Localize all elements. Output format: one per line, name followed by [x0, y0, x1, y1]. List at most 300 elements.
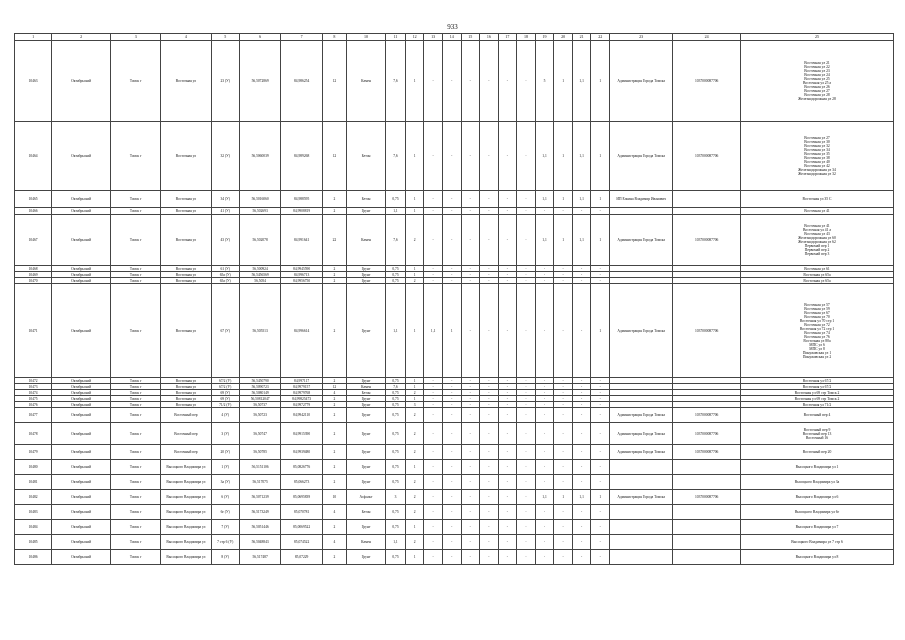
table-cell: 0,75 [386, 396, 406, 402]
table-cell: Грунт [346, 475, 385, 490]
table-cell: 1 [554, 122, 573, 191]
table-cell [673, 550, 741, 565]
table-cell: 2 [405, 445, 424, 460]
table-cell: - [480, 475, 499, 490]
table-cell: 1 [405, 41, 424, 122]
table-cell: Октябрьский [52, 122, 111, 191]
table-cell: - [498, 284, 517, 378]
table-cell: - [554, 423, 573, 445]
table-cell: - [572, 384, 591, 390]
table-cell: - [442, 278, 461, 284]
table-cell: - [461, 272, 480, 278]
table-cell: Октябрьский [52, 266, 111, 272]
table-cell: 2 [322, 445, 346, 460]
table-cell: 2 [322, 396, 346, 402]
table-cell: Грунт [346, 445, 385, 460]
table-cell: - [461, 490, 480, 505]
table-cell: 3 [405, 402, 424, 408]
table-cell: - [591, 378, 610, 384]
table-cell: 6 (У) [211, 490, 239, 505]
table-cell: 84,9915390 [281, 423, 322, 445]
table-cell: - [554, 378, 573, 384]
table-cell: - [572, 520, 591, 535]
address-line: Восточная ул 41 [804, 224, 830, 228]
table-cell: Октябрьский [52, 423, 111, 445]
table-cell: 10476 [15, 402, 52, 408]
table-cell: 2 [322, 402, 346, 408]
table-cell: - [424, 272, 443, 278]
table-cell: 56,5060039 [239, 122, 280, 191]
table-cell: Грунт [346, 396, 385, 402]
table-cell: - [480, 390, 499, 396]
table-cell: Октябрьский [52, 505, 111, 520]
address-line: Высоцкого Владимира ул 7 стр 6 [791, 540, 843, 544]
table-cell: - [424, 384, 443, 390]
table-cell: - [498, 122, 517, 191]
table-cell: 56,50747 [239, 423, 280, 445]
table-cell: 1 [591, 191, 610, 208]
column-header: 24 [673, 34, 741, 41]
table-cell: - [461, 475, 480, 490]
table-cell: - [461, 384, 480, 390]
table-cell: - [498, 460, 517, 475]
address-line: Восточная ул 27 [804, 136, 830, 140]
table-cell: Восточная ул [161, 402, 211, 408]
table-cell: - [498, 445, 517, 460]
table-cell: Томск г [111, 475, 161, 490]
table-cell: - [572, 278, 591, 284]
table-cell: - [424, 266, 443, 272]
table-cell: - [591, 423, 610, 445]
table-cell: 3а (У) [211, 475, 239, 490]
table-cell [741, 505, 894, 520]
table-cell: Октябрьский [52, 460, 111, 475]
table-row [15, 284, 894, 378]
table-cell: - [517, 215, 536, 266]
table-cell: - [424, 122, 443, 191]
table-cell: 84,997117 [281, 378, 322, 384]
table-cell: - [572, 505, 591, 520]
table-cell: 84,9908819 [281, 208, 322, 215]
table-cell: Октябрьский [52, 272, 111, 278]
address-line: Высоцкого Владимира ул 6г [794, 510, 840, 514]
column-header: 22 [591, 34, 610, 41]
table-cell: 7,6 [386, 215, 406, 266]
table-cell: 56,517487 [239, 550, 280, 565]
column-header: 23 [610, 34, 673, 41]
address-line: Пинужовская ул 1 [802, 350, 832, 355]
table-cell: - [480, 445, 499, 460]
table-cell: - [424, 41, 443, 122]
table-cell: 10482 [15, 490, 52, 505]
table-cell: 56,5051446 [239, 520, 280, 535]
table-cell: - [591, 266, 610, 272]
table-cell: 2 [322, 550, 346, 565]
table-cell: - [461, 122, 480, 191]
table-cell: - [442, 505, 461, 520]
table-cell: - [442, 208, 461, 215]
table-cell: - [461, 520, 480, 535]
table-cell: 85,07229 [281, 550, 322, 565]
table-cell: - [498, 520, 517, 535]
table-cell [741, 520, 894, 535]
table-cell: - [554, 408, 573, 423]
address-line: Высоцкого Владимира ул 7 [795, 525, 839, 529]
table-cell: - [461, 423, 480, 445]
table-cell: - [517, 278, 536, 284]
table-cell [610, 520, 673, 535]
table-cell: 0,75 [386, 390, 406, 396]
table-cell: 10472 [15, 378, 52, 384]
table-cell [610, 505, 673, 520]
table-cell: Октябрьский [52, 215, 111, 266]
table-cell: 2 [405, 490, 424, 505]
table-cell: Восточная ул [161, 191, 211, 208]
table-cell: 1037000087706 [673, 408, 741, 423]
table-cell: - [517, 535, 536, 550]
table-cell: 7 стр 6 (У) [211, 535, 239, 550]
table-cell: 10466 [15, 208, 52, 215]
table-cell: 1037000087706 [673, 445, 741, 460]
table-cell: 1 [442, 284, 461, 378]
table-cell: - [461, 445, 480, 460]
table-cell: - [498, 475, 517, 490]
table-cell: - [517, 396, 536, 402]
table-cell: - [461, 266, 480, 272]
table-cell: - [517, 384, 536, 390]
table-cell: - [461, 278, 480, 284]
address-line: Высоцкого Владимира ул 6 [795, 495, 839, 499]
table-cell: 10464 [15, 122, 52, 191]
table-cell: 1,1 [572, 191, 591, 208]
table-cell: Высоцкого Владимира ул [161, 460, 211, 475]
table-cell: 84,9979768 [281, 390, 322, 396]
table-cell: - [572, 475, 591, 490]
table-cell: 10473 [15, 384, 52, 390]
table-cell: - [424, 520, 443, 535]
table-cell: Томск г [111, 460, 161, 475]
table-cell: - [591, 402, 610, 408]
table-cell: 10474 [15, 390, 52, 396]
table-cell: Октябрьский [52, 41, 111, 122]
table-cell: 84,99825473 [281, 396, 322, 402]
table-cell: - [591, 390, 610, 396]
table-cell: Октябрьский [52, 408, 111, 423]
address-line: Восточная ул 34 [804, 148, 830, 152]
table-cell: - [572, 378, 591, 384]
table-cell: 56,50785 [239, 445, 280, 460]
table-cell [741, 490, 894, 505]
table-cell: 7,6 [386, 122, 406, 191]
table-cell: - [424, 215, 443, 266]
table-cell [741, 208, 894, 215]
column-header: 5 [211, 34, 239, 41]
table-cell: - [461, 284, 480, 378]
table-cell: 84,9945590 [281, 266, 322, 272]
table-cell: 10483 [15, 505, 52, 520]
table-cell: Грунт [346, 278, 385, 284]
table-cell: - [461, 41, 480, 122]
table-cell: 1,1 [535, 215, 554, 266]
table-cell: - [554, 272, 573, 278]
table-cell: 23 (У) [211, 41, 239, 122]
address-line: Восточная ул 30 [804, 140, 830, 144]
table-cell: - [424, 445, 443, 460]
table-cell: 56,517075 [239, 475, 280, 490]
page-number: 933 [447, 23, 458, 31]
table-cell: - [535, 284, 554, 378]
column-header: 17 [498, 34, 517, 41]
table-cell: - [442, 384, 461, 390]
table-cell: 8 (У) [211, 550, 239, 565]
table-cell: - [554, 550, 573, 565]
table-cell: Октябрьский [52, 191, 111, 208]
address-line: Восточная ул 43 [804, 232, 830, 236]
column-header: 4 [161, 34, 211, 41]
table-cell: - [424, 208, 443, 215]
table-cell: 1037000087706 [673, 215, 741, 266]
table-cell: Восточная ул [161, 390, 211, 396]
address-line: Железнодорожная ул 34 [798, 168, 836, 172]
table-cell: 1 [591, 41, 610, 122]
table-cell: Администрация Города Томска [610, 408, 673, 423]
table-cell: 4 (У) [211, 408, 239, 423]
table-cell: 56,502078 [239, 215, 280, 266]
table-cell: Восточный пер [161, 408, 211, 423]
table-cell: 84,9956750 [281, 278, 322, 284]
table-row [15, 550, 894, 565]
table-cell: Томск г [111, 490, 161, 505]
table-cell: - [535, 402, 554, 408]
table-cell [673, 535, 741, 550]
table-row [15, 122, 894, 191]
table-cell: - [442, 475, 461, 490]
table-cell: 2 [405, 535, 424, 550]
table-cell: 1 [554, 41, 573, 122]
address-line: Восточная ул 70 стр 1 [799, 318, 835, 323]
column-header: 12 [405, 34, 424, 41]
table-cell: Грунт [346, 272, 385, 278]
table-cell: - [442, 490, 461, 505]
table-cell: 10465 [15, 191, 52, 208]
table-cell: Октябрьский [52, 284, 111, 378]
table-cell: 2 [322, 408, 346, 423]
address-line: МПС ул 8 [809, 346, 825, 351]
address-line: Первомай пер 1 [804, 244, 830, 248]
table-cell: - [442, 423, 461, 445]
table-cell: Томск г [111, 505, 161, 520]
table-cell: - [480, 396, 499, 402]
table-cell: Томск г [111, 266, 161, 272]
table-cell: 84,996713 [281, 272, 322, 278]
table-cell: Октябрьский [52, 396, 111, 402]
address-line: Восточная ул 74 [804, 330, 830, 335]
column-header: 6 [239, 34, 280, 41]
column-header: 16 [480, 34, 499, 41]
table-cell: Администрация Города Томска [610, 215, 673, 266]
table-cell: - [480, 191, 499, 208]
address-line: Восточная ул 22 [804, 65, 830, 69]
table-cell: Томск г [111, 423, 161, 445]
table-cell: 1,1 [572, 490, 591, 505]
table-cell: - [442, 390, 461, 396]
table-cell: - [480, 378, 499, 384]
table-cell: - [517, 208, 536, 215]
table-cell: Восточная ул [161, 122, 211, 191]
column-header: 10 [346, 34, 385, 41]
table-cell [673, 475, 741, 490]
table-cell [673, 191, 741, 208]
table-cell: Камен [346, 215, 385, 266]
table-cell: - [424, 505, 443, 520]
table-cell: - [517, 41, 536, 122]
table-cell: - [442, 122, 461, 191]
table-cell: - [461, 378, 480, 384]
table-cell: 1 [405, 384, 424, 390]
table-cell: Томск г [111, 284, 161, 378]
table-cell: - [535, 520, 554, 535]
table-cell: Томск г [111, 272, 161, 278]
table-row [15, 475, 894, 490]
address-line: Восточная ул 32 [804, 144, 830, 148]
table-cell: 2 [322, 378, 346, 384]
address-line: Восточная ул 35 [804, 152, 830, 156]
table-row [15, 445, 894, 460]
table-cell: 56,505513 [239, 284, 280, 378]
table-cell: - [535, 460, 554, 475]
address-line: Восточная ул 21 [804, 61, 830, 65]
table-cell: - [442, 550, 461, 565]
table-cell: 10471 [15, 284, 52, 378]
table-cell: 1 [405, 122, 424, 191]
table-cell: - [442, 520, 461, 535]
table-cell: 1037000087706 [673, 490, 741, 505]
table-cell: 69 (У) [211, 390, 239, 396]
table-cell: - [498, 41, 517, 122]
table-cell: 56,5151106 [239, 460, 280, 475]
table-cell: 4 [322, 505, 346, 520]
table-cell: 10475 [15, 396, 52, 402]
table-cell [610, 550, 673, 565]
table-cell: - [461, 390, 480, 396]
table-cell: Высоцкого Владимира ул [161, 475, 211, 490]
table-cell: 32 (У) [211, 122, 239, 191]
table-cell: - [498, 402, 517, 408]
table-cell: - [517, 520, 536, 535]
table-cell: 1 [405, 520, 424, 535]
table-cell: - [517, 460, 536, 475]
address-line: Высоцкого Владимира ул 8 [795, 555, 839, 559]
table-cell: - [554, 278, 573, 284]
address-line: Восточная ул 26 [804, 85, 830, 89]
table-cell: - [480, 208, 499, 215]
table-cell: - [591, 408, 610, 423]
table-cell: 10 [322, 490, 346, 505]
table-cell: - [424, 378, 443, 384]
table-cell: 43 (У) [211, 215, 239, 266]
table-cell: 56,5450790 [239, 378, 280, 384]
table-cell: Октябрьский [52, 550, 111, 565]
table-cell: Октябрьский [52, 390, 111, 396]
column-header: 25 [741, 34, 894, 41]
table-cell: - [572, 402, 591, 408]
table-cell: 1 [405, 266, 424, 272]
table-cell: 84,988595 [281, 191, 322, 208]
table-cell: - [591, 384, 610, 390]
table-cell: Администрация Города Томска [610, 41, 673, 122]
address-line: Восточная ул 41 [804, 209, 830, 213]
table-cell: 2 [322, 191, 346, 208]
table-cell: - [424, 390, 443, 396]
table-cell: 2 [405, 505, 424, 520]
table-cell: 2 [405, 423, 424, 445]
table-cell: 10479 [15, 445, 52, 460]
address-line: Восточная ул 76 [804, 334, 830, 339]
table-cell: - [442, 41, 461, 122]
table-cell: 10470 [15, 278, 52, 284]
column-header: 21 [572, 34, 591, 41]
table-cell: - [554, 396, 573, 402]
table-cell: 2 [322, 266, 346, 272]
table-cell: 2 [405, 475, 424, 490]
table-cell: Томск г [111, 278, 161, 284]
table-cell: 1,1 [424, 284, 443, 378]
table-cell: Томск г [111, 408, 161, 423]
address-line: Восточная ул 71/2 [802, 402, 832, 407]
table-cell [741, 191, 894, 208]
table-cell: Восточная ул [161, 41, 211, 122]
table-cell: Томск г [111, 215, 161, 266]
table-cell: - [535, 535, 554, 550]
table-cell: 67/2 (У) [211, 378, 239, 384]
table-cell: 1,1 [572, 215, 591, 266]
address-line: Восточная ул 65а [803, 272, 831, 277]
table-cell: Грунт [346, 402, 385, 408]
table-cell: - [572, 460, 591, 475]
table-cell: - [517, 191, 536, 208]
table-cell: - [424, 402, 443, 408]
table-cell: 56,5071239 [239, 490, 280, 505]
table-cell: 2 [405, 215, 424, 266]
table-cell: - [461, 535, 480, 550]
table-cell: - [442, 535, 461, 550]
table-row [15, 460, 894, 475]
table-cell: - [442, 460, 461, 475]
table-row [15, 41, 894, 122]
table-cell: 65а (У) [211, 278, 239, 284]
table-cell: 10468 [15, 266, 52, 272]
table-cell: - [517, 490, 536, 505]
table-cell: - [498, 390, 517, 396]
table-cell: Бетон [346, 505, 385, 520]
table-cell: - [517, 272, 536, 278]
address-line: Железнодорожная ул 32 [798, 172, 836, 176]
table-cell: 41 (У) [211, 208, 239, 215]
table-cell: 56,5048843 [239, 535, 280, 550]
table-cell: 10478 [15, 423, 52, 445]
table-cell: 56,5016060 [239, 191, 280, 208]
table-cell: Октябрьский [52, 535, 111, 550]
table-cell: - [480, 505, 499, 520]
table-cell: 0,75 [386, 402, 406, 408]
table-cell: 85,070781 [281, 505, 322, 520]
table-cell: Администрация Города Томска [610, 284, 673, 378]
table-cell: 85,0695839 [281, 490, 322, 505]
table-cell: 2 [322, 475, 346, 490]
column-header: 15 [461, 34, 480, 41]
table-cell: 1 [405, 550, 424, 565]
table-cell: - [517, 505, 536, 520]
